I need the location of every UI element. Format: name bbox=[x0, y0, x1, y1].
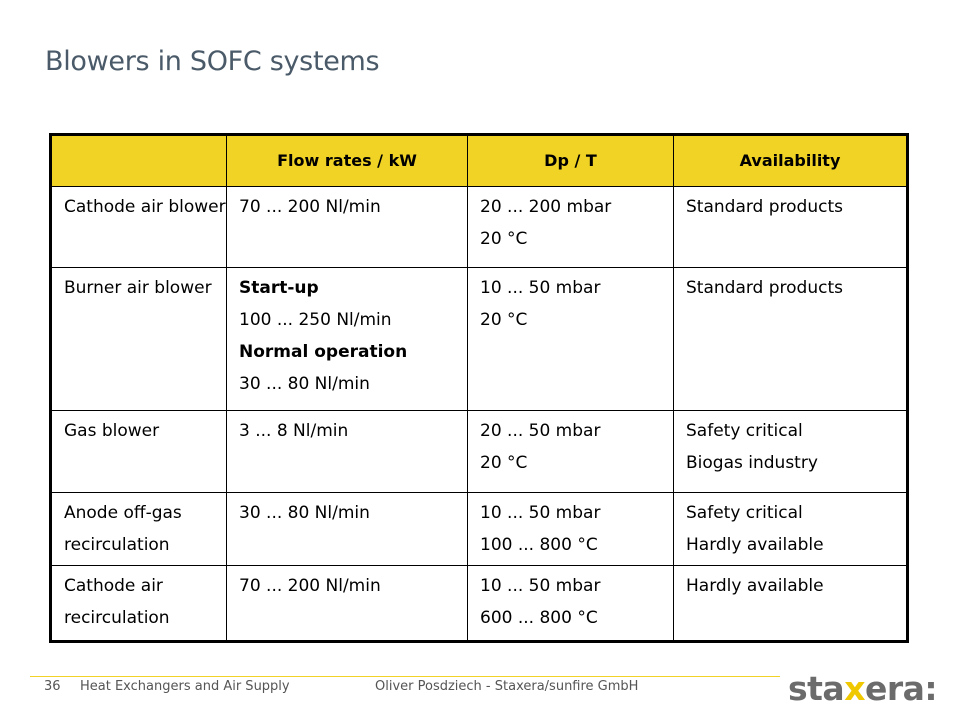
flow-rate-cell bbox=[227, 493, 468, 566]
page-number: 36 bbox=[44, 679, 61, 694]
flow-rate-cell bbox=[227, 187, 468, 268]
logo-text-x: x bbox=[844, 669, 865, 708]
availability-value: Standard products bbox=[686, 278, 843, 298]
footer-author: Oliver Posdziech - Staxera/sunfire GmbH bbox=[375, 679, 639, 694]
row-name: Cathode air recirculation bbox=[64, 576, 170, 628]
header-availability: Availability bbox=[674, 135, 908, 187]
row-name-cell bbox=[51, 566, 227, 642]
availability-value: Biogas industry bbox=[686, 453, 818, 473]
logo-text-2: era: bbox=[864, 669, 938, 708]
staxera-logo bbox=[788, 669, 937, 708]
row-name-cell bbox=[51, 187, 227, 268]
footer-section: Heat Exchangers and Air Supply bbox=[80, 679, 290, 694]
flow-rate-cell bbox=[227, 411, 468, 493]
availability-cell bbox=[674, 187, 908, 268]
availability-value: Safety critical bbox=[686, 503, 803, 523]
table-body bbox=[51, 187, 908, 642]
dp-t-value: 600 ... 800 °C bbox=[480, 608, 598, 628]
availability-cell bbox=[674, 493, 908, 566]
row-name-cell bbox=[51, 268, 227, 411]
table-row bbox=[51, 268, 908, 411]
row-name-cell bbox=[51, 411, 227, 493]
header-dp-t: Dp / T bbox=[468, 135, 674, 187]
blowers-table bbox=[49, 133, 909, 643]
logo-text-1: sta bbox=[788, 669, 845, 708]
table-row bbox=[51, 493, 908, 566]
dp-t-value: 20 °C bbox=[480, 310, 528, 330]
dp-t-value: 20 ... 200 mbar bbox=[480, 197, 612, 217]
availability-value: Hardly available bbox=[686, 576, 824, 596]
dp-t-value: 100 ... 800 °C bbox=[480, 535, 598, 555]
dp-t-cell bbox=[468, 187, 674, 268]
dp-t-cell bbox=[468, 493, 674, 566]
flow-rate-value: 3 ... 8 Nl/min bbox=[239, 421, 349, 441]
availability-value: Safety critical bbox=[686, 421, 803, 441]
table-row bbox=[51, 566, 908, 642]
dp-t-value: 20 °C bbox=[480, 229, 528, 249]
dp-t-value: 10 ... 50 mbar bbox=[480, 278, 601, 298]
row-name-cell bbox=[51, 493, 227, 566]
row-name: Cathode air blower bbox=[64, 197, 226, 217]
dp-t-cell bbox=[468, 268, 674, 411]
slide-title: Blowers in SOFC systems bbox=[45, 46, 380, 77]
row-name: Gas blower bbox=[64, 421, 160, 441]
availability-value: Standard products bbox=[686, 197, 843, 217]
table-header-row bbox=[51, 135, 908, 187]
availability-value: Hardly available bbox=[686, 535, 824, 555]
dp-t-value: 20 ... 50 mbar bbox=[480, 421, 601, 441]
header-flow-rates: Flow rates / kW bbox=[227, 135, 468, 187]
flow-rate-value: 70 ... 200 Nl/min bbox=[239, 197, 381, 217]
footer-divider bbox=[30, 676, 780, 677]
table-row bbox=[51, 187, 908, 268]
dp-t-cell bbox=[468, 411, 674, 493]
flow-rate-value: 100 ... 250 Nl/min bbox=[239, 310, 392, 330]
flow-rate-value: 70 ... 200 Nl/min bbox=[239, 576, 381, 596]
table-row bbox=[51, 411, 908, 493]
flow-rate-cell bbox=[227, 268, 468, 411]
availability-cell bbox=[674, 566, 908, 642]
availability-cell bbox=[674, 268, 908, 411]
flow-rate-label: Start-up bbox=[239, 278, 319, 298]
row-name: Burner air blower bbox=[64, 278, 212, 298]
flow-rate-value: 30 ... 80 Nl/min bbox=[239, 503, 370, 523]
dp-t-value: 10 ... 50 mbar bbox=[480, 503, 601, 523]
dp-t-cell bbox=[468, 566, 674, 642]
availability-cell bbox=[674, 411, 908, 493]
flow-rate-label: Normal operation bbox=[239, 342, 408, 362]
flow-rate-cell bbox=[227, 566, 468, 642]
flow-rate-value: 30 ... 80 Nl/min bbox=[239, 374, 370, 394]
header-empty bbox=[51, 135, 227, 187]
row-name: Anode off-gas recirculation bbox=[64, 503, 182, 555]
dp-t-value: 10 ... 50 mbar bbox=[480, 576, 601, 596]
dp-t-value: 20 °C bbox=[480, 453, 528, 473]
